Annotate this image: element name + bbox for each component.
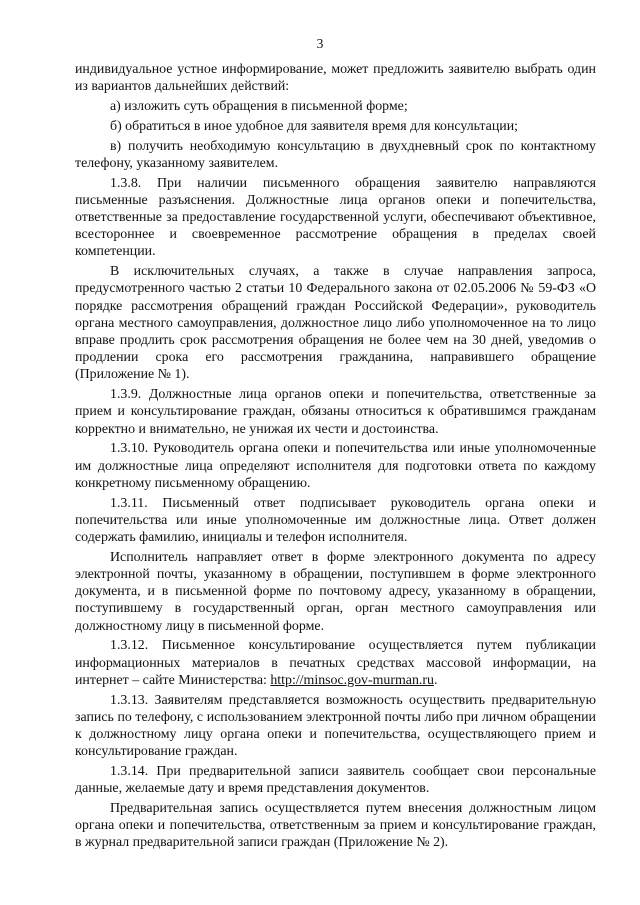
page-number: 3 bbox=[316, 36, 324, 51]
paragraph-1-3-9: 1.3.9. Должностные лица органов опеки и попечительства, ответственные за прием и консультирование граждан, обязаны относиться к обратившимся гражданам корректно и внимательно, не унижая их чести и достоинства. bbox=[75, 387, 596, 437]
paragraph-1-3-8: 1.3.8. При наличии письменного обращения заявителю направляются письменные разъяснения. Должностные лица органов опеки и попечительства, ответственные за предоставление государственной услуги, обеспечивают объективное, всестороннее и своевременное рассмотрение обращения в пределах своей компетенции. bbox=[75, 175, 596, 260]
paragraph-1-3-13: 1.3.13. Заявителям представляется возможность осуществить предварительную запись по телефону, с использованием электронной почты либо при личном обращении к должностному лицу органа опеки и попечительства, осуществляющего прием и консультирование граждан. bbox=[75, 692, 596, 760]
paragraph-preliminary-record: Предварительная запись осуществляется путем внесения должностным лицом органа опеки и попечительства, ответственным за прием и консультирование граждан, в журнал предварительной записи граждан (Приложение № 2). bbox=[75, 801, 596, 851]
paragraph-option-c: в) получить необходимую консультацию в двухдневный срок по контактному телефону, указанному заявителем. bbox=[75, 138, 596, 171]
paragraph-option-a: а) изложить суть обращения в письменной форме; bbox=[110, 99, 408, 114]
paragraph-1-3-14: 1.3.14. При предварительной записи заявитель сообщает свои персональные данные, желаемые дату и время представления документов. bbox=[75, 764, 596, 797]
paragraph-intro: индивидуальное устное информирование, может предложить заявителю выбрать один из вариантов дальнейших действий: bbox=[75, 62, 596, 95]
paragraph-1-3-12 bbox=[75, 637, 596, 689]
paragraph-1-3-11: 1.3.11. Письменный ответ подписывает руководитель органа опеки и попечительства или иные уполномоченные им должностные лица. Ответ должен содержать фамилию, инициалы и телефон исполнителя. bbox=[75, 495, 596, 546]
ministry-website-link[interactable]: http://minsoc.gov-murman.ru bbox=[270, 672, 434, 688]
document-body bbox=[75, 61, 596, 854]
paragraph-1-3-12-end: . bbox=[433, 672, 438, 688]
paragraph-executor-response: Исполнитель направляет ответ в форме электронного документа по адресу электронной почты, указанному в обращении, поступившем в форме электронного документа, и в письменной форме по почтовому адресу, указанному в обращении, поступившему в государственный орган, орган местного самоуправления или должностному лицу в письменной форме. bbox=[75, 549, 596, 634]
paragraph-exceptional-cases: В исключительных случаях, а также в случае направления запроса, предусмотренного частью 2 статьи 10 Федерального закона от 02.05.2006 № 59-ФЗ «О порядке рассмотрения обращений граждан Российской Федерации», руководитель органа местного самоуправления, должностное лицо либо уполномоченное на то лицо вправе продлить срок рассмотрения обращения не более чем на 30 дней, уведомив о продлении срока его рассмотрения гражданина, направившего обращение (Приложение № 1). bbox=[75, 264, 596, 383]
paragraph-option-b: б) обратиться в иное удобное для заявителя время для консультации; bbox=[110, 118, 519, 134]
paragraph-1-3-10: 1.3.10. Руководитель органа опеки и попечительства или иные уполномоченные им должностные лица определяют исполнителя для подготовки ответа по каждому конкретному письменному обращению. bbox=[75, 441, 596, 491]
paragraph-1-3-12-text: 1.3.12. Письменное консультирование осуществляется путем публикации информационных материалов в печатных средствах массовой информации, на интернет – сайте Министерства: bbox=[75, 638, 596, 688]
